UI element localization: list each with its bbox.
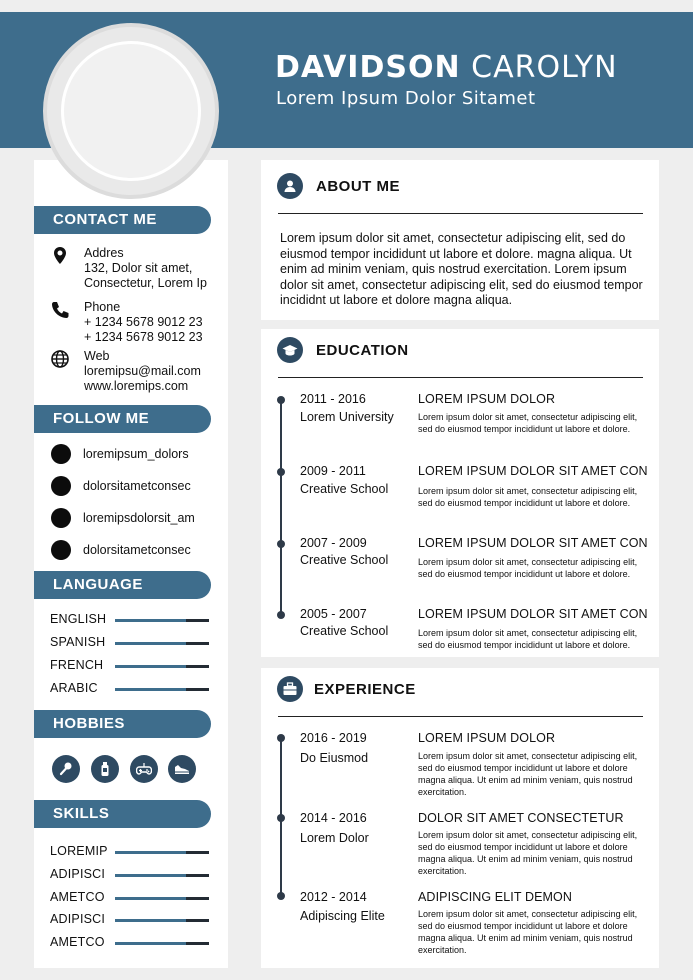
about-divider bbox=[278, 213, 643, 214]
profile-photo[interactable] bbox=[43, 23, 219, 199]
language-bar bbox=[115, 665, 209, 668]
skill-bar bbox=[115, 897, 209, 900]
education-school: Creative School bbox=[300, 482, 389, 496]
address-line-2: Consectetur, Lorem Ip bbox=[84, 276, 207, 290]
microphone-icon bbox=[52, 755, 80, 783]
education-school: Creative School bbox=[300, 553, 389, 567]
timeline-dot bbox=[277, 814, 285, 822]
experience-desc: Lorem ipsum dolor sit amet, consectetur adipiscing elit, sed do eiusmod tempor incididunt ut labore et dolore magna aliqua. Ut enim ad minim veniam, quis nostrud exercitation. bbox=[418, 751, 638, 797]
skill-name: ADIPISCI bbox=[50, 867, 106, 881]
experience-divider bbox=[278, 716, 643, 717]
experience-heading: EXPERIENCE bbox=[314, 681, 416, 698]
timeline-dot bbox=[277, 611, 285, 619]
skill-bar-fill bbox=[115, 897, 186, 900]
experience-title: ADIPISCING ELIT DEMON bbox=[418, 890, 572, 904]
language-name: ARABIC bbox=[50, 681, 98, 695]
education-divider bbox=[278, 377, 643, 378]
language-item bbox=[50, 681, 210, 697]
education-years: 2005 - 2007 bbox=[300, 607, 367, 621]
follow-handle: loremipsdolorsit_am bbox=[83, 511, 195, 525]
skill-bar bbox=[115, 874, 209, 877]
follow-handle: dolorsitametconsec bbox=[83, 479, 191, 493]
profile-photo-placeholder bbox=[61, 41, 201, 181]
language-name: ENGLISH bbox=[50, 612, 107, 626]
bottle-icon bbox=[91, 755, 119, 783]
experience-years: 2012 - 2014 bbox=[300, 890, 367, 904]
about-heading: ABOUT ME bbox=[316, 178, 400, 195]
graduation-cap-icon bbox=[277, 337, 303, 363]
globe-icon bbox=[50, 349, 70, 369]
language-bar-fill bbox=[115, 619, 186, 622]
social-icon bbox=[51, 444, 71, 464]
phone-line-1[interactable]: + 1234 5678 9012 23 bbox=[84, 315, 203, 329]
language-bar-fill bbox=[115, 642, 186, 645]
skill-bar-fill bbox=[115, 942, 186, 945]
timeline-dot bbox=[277, 892, 285, 900]
web-label: Web bbox=[84, 349, 110, 363]
education-title: LOREM IPSUM DOLOR SIT AMET CON bbox=[418, 464, 648, 478]
experience-desc: Lorem ipsum dolor sit amet, consectetur adipiscing elit, sed do eiusmod tempor incididunt ut labore et dolore magna aliqua. Ut enim ad minim veniam, quis nostrud exercitation. bbox=[418, 830, 638, 876]
experience-company: Lorem Dolor bbox=[300, 831, 369, 845]
social-icon bbox=[51, 540, 71, 560]
social-icon bbox=[51, 476, 71, 496]
language-bar bbox=[115, 619, 209, 622]
user-icon bbox=[277, 173, 303, 199]
candidate-name: DAVIDSON CAROLYN bbox=[275, 50, 618, 85]
about-text: Lorem ipsum dolor sit amet, consectetur adipiscing elit, sed do eiusmod tempor incididunt ut labore et dolore. magna aliqua. Ut enim ad minim veniam, quis nostrud exercitation. Lorem ipsum dolor sit amet, consectetur adipiscing elit, sed do eiusmod tempor incididnt ut labore et dolore magna aliqua. bbox=[280, 231, 643, 307]
skill-name: AMETCO bbox=[50, 935, 105, 949]
address-label: Addres bbox=[84, 246, 124, 260]
education-years: 2007 - 2009 bbox=[300, 536, 367, 550]
language-bar bbox=[115, 688, 209, 691]
social-icon bbox=[51, 508, 71, 528]
skill-bar-fill bbox=[115, 851, 186, 854]
skill-item bbox=[50, 844, 210, 860]
skill-item bbox=[50, 935, 210, 951]
language-name: FRENCH bbox=[50, 658, 104, 672]
timeline-dot bbox=[277, 396, 285, 404]
experience-company: Do Eiusmod bbox=[300, 751, 369, 765]
hobbies-heading: HOBBIES bbox=[34, 710, 211, 738]
education-title: LOREM IPSUM DOLOR bbox=[418, 392, 556, 406]
language-bar-fill bbox=[115, 665, 186, 668]
timeline-dot bbox=[277, 540, 285, 548]
follow-handle: loremipsum_dolors bbox=[83, 447, 189, 461]
skill-bar bbox=[115, 851, 209, 854]
experience-title: DOLOR SIT AMET CONSECTETUR bbox=[418, 811, 624, 825]
skill-name: ADIPISCI bbox=[50, 912, 106, 926]
follow-handle: dolorsitametconsec bbox=[83, 543, 191, 557]
experience-company: Adipiscing Elite bbox=[300, 909, 385, 923]
language-bar-fill bbox=[115, 688, 186, 691]
timeline-dot bbox=[277, 468, 285, 476]
education-title: LOREM IPSUM DOLOR SIT AMET CON bbox=[418, 607, 648, 621]
contact-heading: CONTACT ME bbox=[34, 206, 211, 234]
experience-years: 2014 - 2016 bbox=[300, 811, 367, 825]
sneaker-icon bbox=[168, 755, 196, 783]
skill-bar bbox=[115, 942, 209, 945]
skill-item bbox=[50, 890, 210, 906]
skill-item bbox=[50, 912, 210, 928]
experience-title: LOREM IPSUM DOLOR bbox=[418, 731, 556, 745]
web-email[interactable]: loremipsu@mail.com bbox=[84, 364, 201, 378]
education-years: 2011 - 2016 bbox=[300, 392, 366, 406]
phone-icon bbox=[50, 300, 70, 320]
skill-bar-fill bbox=[115, 919, 186, 922]
education-desc: Lorem ipsum dolor sit amet, consectetur adipiscing elit, sed do eiusmod tempor incididunt ut labore et dolore. bbox=[418, 628, 638, 650]
education-years: 2009 - 2011 bbox=[300, 464, 366, 478]
address-line-1: 132, Dolor sit amet, bbox=[84, 261, 193, 275]
language-heading: LANGUAGE bbox=[34, 571, 211, 599]
education-school: Creative School bbox=[300, 624, 389, 638]
gamepad-icon bbox=[130, 755, 158, 783]
experience-desc: Lorem ipsum dolor sit amet, consectetur adipiscing elit, sed do eiusmod tempor incididunt ut labore et dolore magna aliqua. Ut enim ad minim veniam, quis nostrud exercitation. bbox=[418, 909, 638, 955]
education-heading: EDUCATION bbox=[316, 342, 409, 359]
timeline-dot bbox=[277, 734, 285, 742]
education-title: LOREM IPSUM DOLOR SIT AMET CON bbox=[418, 536, 648, 550]
education-desc: Lorem ipsum dolor sit amet, consectetur adipiscing elit, sed do eiusmod tempor incididunt ut labore et dolore. bbox=[418, 412, 638, 434]
skill-bar-fill bbox=[115, 874, 186, 877]
skills-heading: SKILLS bbox=[34, 800, 211, 828]
location-pin-icon bbox=[50, 246, 70, 266]
follow-heading: FOLLOW ME bbox=[34, 405, 211, 433]
experience-years: 2016 - 2019 bbox=[300, 731, 367, 745]
skill-name: LOREMIP bbox=[50, 844, 108, 858]
skill-name: AMETCO bbox=[50, 890, 105, 904]
skill-bar bbox=[115, 919, 209, 922]
education-desc: Lorem ipsum dolor sit amet, consectetur adipiscing elit, sed do eiusmod tempor incididunt ut labore et dolore. bbox=[418, 486, 638, 508]
web-url[interactable]: www.loremips.com bbox=[84, 379, 189, 393]
education-desc: Lorem ipsum dolor sit amet, consectetur adipiscing elit, sed do eiusmod tempor incididunt ut labore et dolore. bbox=[418, 557, 638, 579]
phone-label: Phone bbox=[84, 300, 121, 314]
language-item bbox=[50, 658, 210, 674]
language-item bbox=[50, 635, 210, 651]
phone-line-2[interactable]: + 1234 5678 9012 23 bbox=[84, 330, 203, 344]
language-name: SPANISH bbox=[50, 635, 106, 649]
briefcase-icon bbox=[277, 676, 303, 702]
education-school: Lorem University bbox=[300, 410, 394, 424]
language-bar bbox=[115, 642, 209, 645]
education-timeline bbox=[280, 400, 282, 615]
language-item bbox=[50, 612, 210, 628]
candidate-subtitle: Lorem Ipsum Dolor Sitamet bbox=[276, 88, 536, 109]
skill-item bbox=[50, 867, 210, 883]
